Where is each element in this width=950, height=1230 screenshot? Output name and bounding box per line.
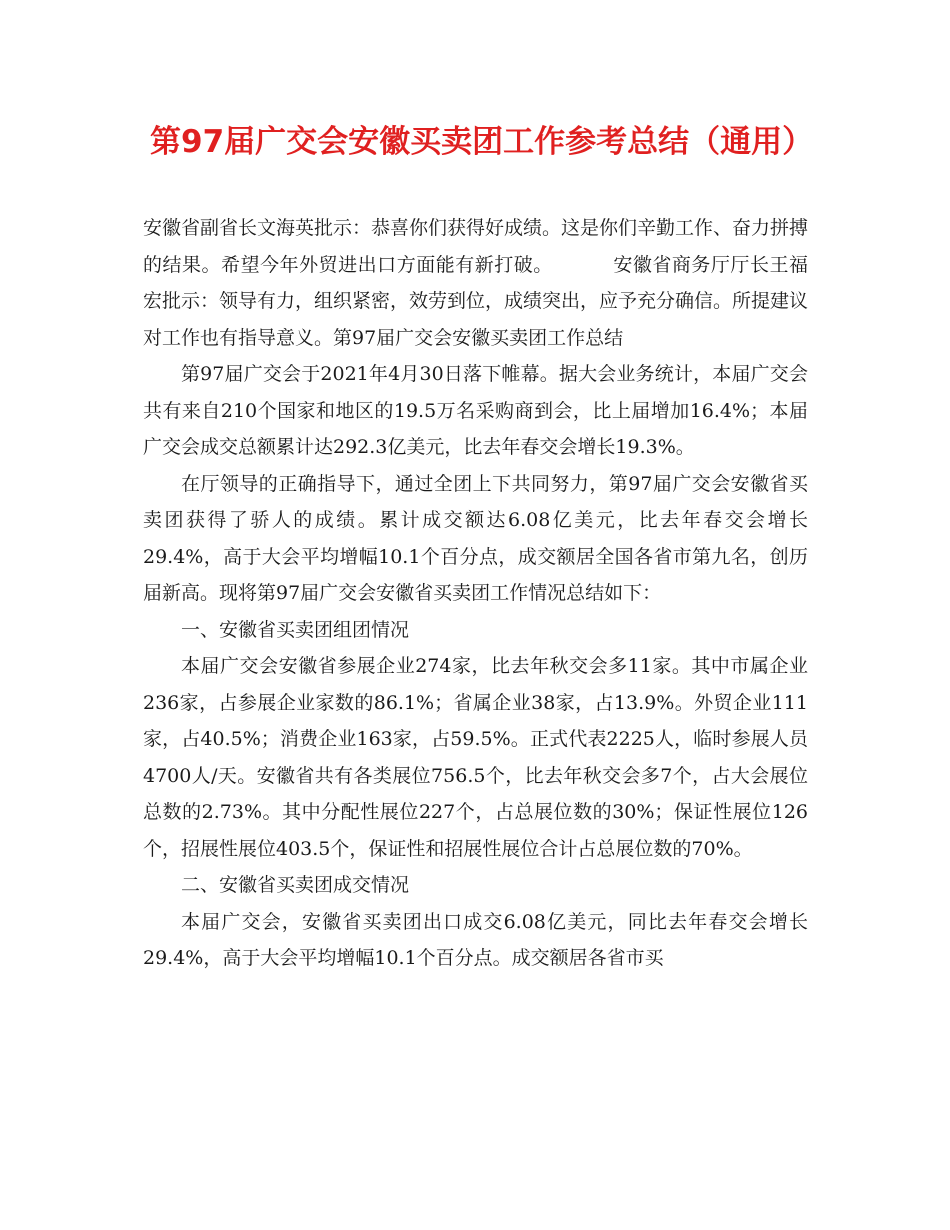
section-heading: 一、安徽省买卖团组团情况	[181, 618, 410, 641]
body-paragraph: 在厅领导的正确指导下，通过全团上下共同努力，第97届广交会安徽省买卖团获得了骄人的成绩。累计成交额达6.08亿美元，比去年春交会增长29.4%，高于大会平均增幅10.1个百分点，成交额居全国各省市第九名，创历届新高。现将第97届广交会安徽省买卖团工作情况总结如下：	[143, 472, 808, 604]
document-body	[143, 210, 808, 977]
commerce-director-remark: 安徽省商务厅厅长王福宏批示：领导有力，组织紧密，效劳到位，成绩突出，应予充分确信。所提建议对工作也有指导意义。第97届广交会安徽买卖团工作总结	[143, 253, 809, 349]
lead-paragraph	[143, 210, 808, 356]
vice-governor-remark: 安徽省副省长文海英批示：恭喜你们获得好成绩。这是你们辛勤工作、奋力拼搏的结果。希望今年外贸进出口方面能有新打破。	[143, 217, 809, 276]
section-heading: 二、安徽省买卖团成交情况	[181, 874, 410, 896]
document-title: 第97届广交会安徽买卖团工作参考总结（通用）	[150, 124, 814, 160]
body-paragraph: 第97届广交会于2021年4月30日落下帷幕。据大会业务统计，本届广交会共有来自210个国家和地区的19.5万名采购商到会，比上届增加16.4%；本届广交会成交总额累计达292.3亿美元，比去年春交会增长19.3%。	[143, 363, 808, 458]
body-paragraph: 本届广交会安徽省参展企业274家，比去年秋交会多11家。其中市属企业236家，占参展企业家数的86.1%；省属企业38家，占13.9%。外贸企业111家，占40.5%；消费企业163家，占59.5%。正式代表2225人，临时参展人员4700人/天。安徽省共有各类展位756.5个，比去年秋交会多7个，占大会展位总数的2.73%。其中分配性展位227个，占总展位数的30%；保证性展位126个，招展性展位403.5个，保证性和招展性展位合计占总展位数的70%。	[143, 655, 808, 860]
body-paragraph: 本届广交会，安徽省买卖团出口成交6.08亿美元，同比去年春交会增长29.4%，高于大会平均增幅10.1个百分点。成交额居各省市买	[143, 910, 808, 969]
